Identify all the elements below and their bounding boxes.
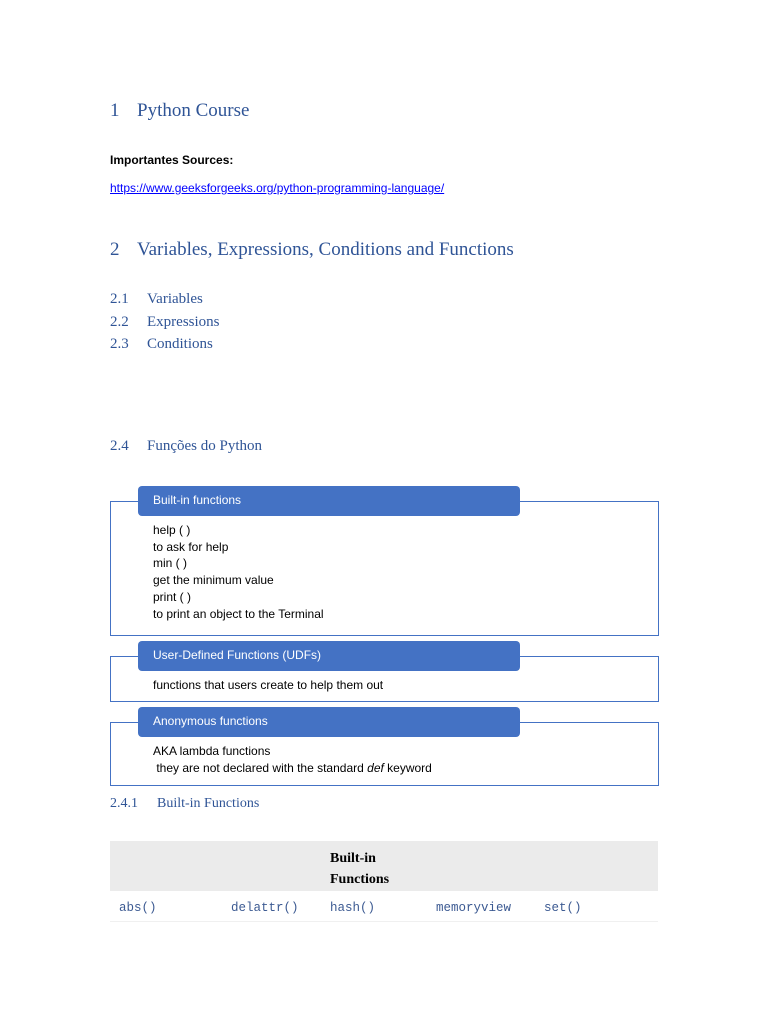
anon-line-2-post: keyword xyxy=(383,760,432,775)
builtin-line: help ( ) xyxy=(153,523,191,537)
table-row xyxy=(110,891,658,922)
builtin-line: print ( ) xyxy=(153,589,192,604)
subheading-text: Conditions xyxy=(147,336,213,352)
subheading-text: Variables xyxy=(147,291,203,307)
anon-line-2-pre: they are not declared with the standard xyxy=(153,760,368,775)
anon-line-2 xyxy=(153,760,432,777)
subheading-text: Funções do Python xyxy=(147,438,263,454)
builtin-functions-tab: Built-in functions xyxy=(138,486,520,516)
table-cell: abs() xyxy=(119,901,157,915)
subheading-number: 2.4.1 xyxy=(110,796,138,811)
builtin-line: min ( ) xyxy=(153,556,187,571)
udf-line: functions that users create to help them out xyxy=(153,678,384,692)
subheading-variables xyxy=(110,291,203,308)
def-keyword: def xyxy=(367,760,384,775)
table-header-line-2: Functions xyxy=(330,872,390,887)
heading-python-course xyxy=(110,100,249,122)
table-cell: set() xyxy=(544,901,582,915)
builtin-line: to ask for help xyxy=(153,539,229,554)
heading-text: Python Course xyxy=(137,100,250,121)
table-cell: memoryview xyxy=(436,901,512,915)
heading-variables-expressions xyxy=(110,239,514,261)
subheading-text: Expressions xyxy=(147,314,220,330)
anon-line-1: AKA lambda functions xyxy=(153,744,271,758)
builtin-line: to print an object to the Terminal xyxy=(153,606,324,621)
anonymous-functions-content xyxy=(153,743,432,776)
subheading-text: Built-in Functions xyxy=(157,796,260,811)
sources-label: Importantes Sources: xyxy=(110,153,234,167)
subheading-expressions xyxy=(110,314,220,331)
subheading-number: 2.4 xyxy=(110,438,129,454)
udf-tab: User-Defined Functions (UDFs) xyxy=(138,641,520,671)
subheading-funcoes-python xyxy=(110,438,262,455)
subheading-builtin-functions xyxy=(110,796,259,812)
table-header-title xyxy=(330,848,389,890)
subheading-number: 2.2 xyxy=(110,314,129,330)
subheading-number: 2.3 xyxy=(110,336,129,352)
subheading-conditions xyxy=(110,336,213,353)
udf-content xyxy=(153,677,383,694)
anonymous-functions-tab: Anonymous functions xyxy=(138,707,520,737)
table-header xyxy=(110,841,658,891)
subheading-number: 2.1 xyxy=(110,291,129,307)
table-header-line-1: Built-in xyxy=(330,851,376,866)
heading-text: Variables, Expressions, Conditions and Functions xyxy=(137,239,514,260)
table-cell: hash() xyxy=(330,901,376,915)
builtin-line: get the minimum value xyxy=(153,573,274,588)
heading-number: 2 xyxy=(110,239,120,260)
table-cell: delattr() xyxy=(231,901,299,915)
heading-number: 1 xyxy=(110,100,120,121)
builtin-functions-content xyxy=(153,522,324,622)
sources-link[interactable]: https://www.geeksforgeeks.org/python-programming-language/ xyxy=(110,181,445,195)
